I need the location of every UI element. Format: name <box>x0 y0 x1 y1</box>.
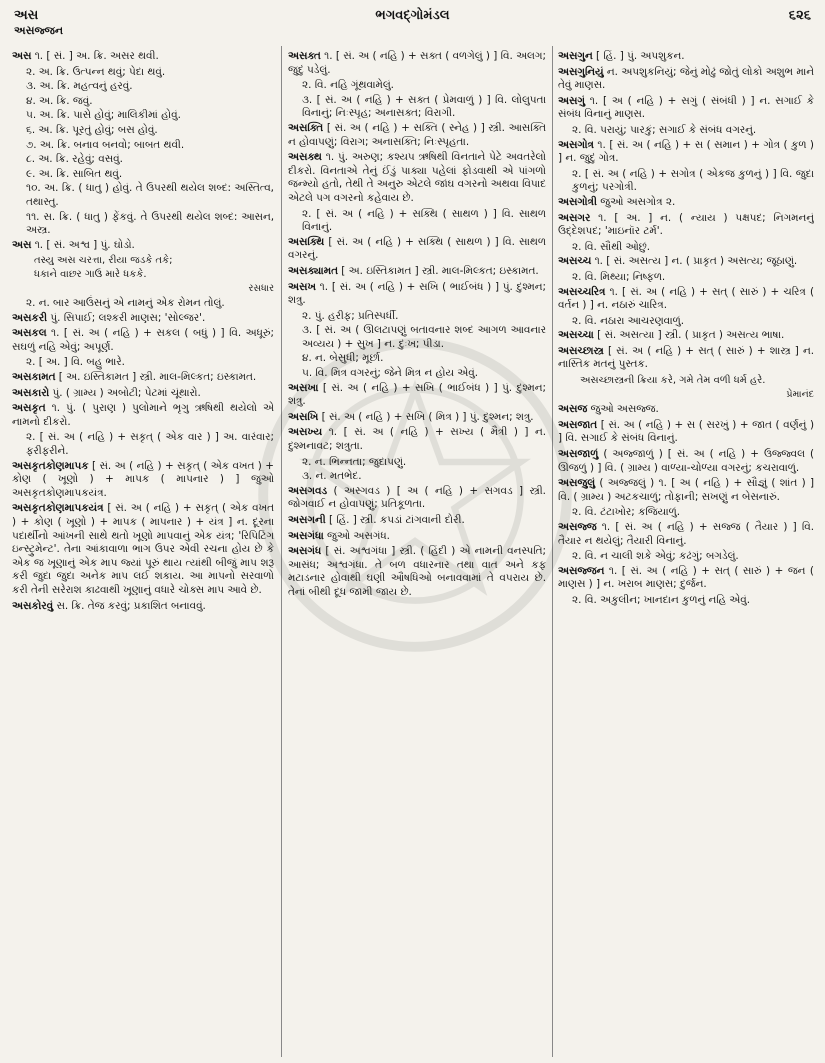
dictionary-entry <box>558 286 814 313</box>
dictionary-entry <box>558 255 814 269</box>
entry-headword: અસક્ત <box>288 50 321 62</box>
page-header <box>0 0 825 36</box>
entry-headword: અસગની <box>288 514 326 526</box>
entry-definition: ૧. [ સં. અ ( નહિ ) + સક્ત ( વળગેલું ) ] વિ. અલગ; જુદું પડેલું. <box>288 50 546 76</box>
entry-headword: અસકોરવું <box>12 599 54 612</box>
entry-sense: ૨. વિ. મિથ્યા; નિષ્ફળ. <box>572 270 666 283</box>
header-book-title: ભગવદ્ગોમંડલ <box>375 8 450 23</box>
entry-definition: ૧. [ સં. અ ( નહિ ) + સજ્જ ( તૈયાર ) ] વિ. તૈયાર ન થયેલું; તૈયારી વિનાનું. <box>558 521 814 547</box>
entry-definition: સ. ક્રિ. તેજ કરવું; પ્રકાશિત બનાવવું. <box>53 599 206 612</box>
quotation-verse: ધકાને વાછર ગાઉ મારે ધકકે. <box>34 268 147 280</box>
entry-definition: જુઓ અસગોત્ર ૨. <box>596 195 676 208</box>
entry-sense: ૨. વિ. અકુલીન; ખાનદાન કુળનું નહિ એવું. <box>572 593 751 606</box>
entry-headword: અસગોત્ર <box>558 138 594 151</box>
dictionary-entry <box>12 50 274 64</box>
entry-sense: ૨. અ. ક્રિ. ઉત્પન્ન થવું; પેદા થવું. <box>26 65 166 78</box>
dictionary-entry <box>288 411 546 425</box>
entry-headword: અસજાળું <box>558 448 599 461</box>
entry-sense: ૨. [ સં. અ ( નહિ ) + સકૃત્ ( એક વાર ) ] અ. વારંવાર; ફરીફરીને. <box>26 431 274 458</box>
entry-headword: અસગુનિયું <box>558 65 604 78</box>
entry-headword: અસગવડ <box>288 484 328 497</box>
dictionary-entry <box>558 139 814 166</box>
dictionary-entry <box>12 402 274 429</box>
dictionary-entry <box>558 448 814 475</box>
dictionary-entry <box>12 312 274 326</box>
quotation-verse: અસચ્છાસ્ત્રની ક્રિયા કરે, ગમે તેમ વળી ધર્મ હરે. <box>580 375 766 387</box>
entry-sense: ૨. વિ. નહિ ગૂંથવામેલું. <box>302 79 394 92</box>
dictionary-entry <box>12 371 274 385</box>
header-sub-guide-word: અસજ્જન <box>14 24 64 37</box>
entry-sense: ૮. અ. ક્રિ. રહેવું; વસવું. <box>26 153 123 166</box>
header-left-guide-word: અસ <box>14 8 39 23</box>
entry-sense: ૨. વિ. સૌથી ઓછું. <box>572 240 651 253</box>
entry-headword: અસ <box>12 50 32 62</box>
entry-definition: [ સં. અ ( નહિ ) + સકૃત્ ( એક વખત ) + કોણ ( ખૂણો ) + માપક ( માપનાર ) + યંત્ર ] ન. દૂરના પદાર્થીનો આંખની સાથે થતો ખૂણો માપવાનું એક યંત્ર; 'રિપિટિંગ ઇન્સ્ટ્રુમેન્ટ'. તેના આંકાવાળા ભાગ ઉપર એવી રચના હોય છે કે એક જ ખૂણાનું એક માપ જ્યાં પૂરું થાય ત્યાંથી બીજું માપ શરૂ કરી જુદા જુદા અનેક માપ લઈ શકાય. આ માપનો સરવાળો કરી તેની સરેરાશ કાઢવાથી ખૂણાનું વધારે ચોક્સ માપ આવે છે. <box>12 502 274 596</box>
entry-definition: ૧. [ સં. અ ( નહિ ) + સખ્ય ( મૈત્રી ) ] ન. દુશ્મનાવટ; શત્રુતા. <box>288 426 546 453</box>
dictionary-entry <box>288 545 546 599</box>
entry-definition: [ સં. અ ( નહિ ) + સ ( સરખું ) + જાત ( વર્ણનું ) ] વિ. સગાઈ કે સંબંધ વિનાનું. <box>558 418 814 445</box>
entry-headword: અસગુન <box>558 50 593 62</box>
header-page-number: ૬૨૬ <box>788 8 811 23</box>
entry-headword: અસચ્ચા <box>558 329 594 342</box>
dictionary-entry <box>558 50 814 64</box>
entry-headword: અસકૃતકોણમાપક <box>12 459 89 472</box>
dictionary-entry <box>288 426 546 453</box>
entry-headword: અસકામત <box>12 371 56 384</box>
dictionary-entry <box>558 477 814 504</box>
entry-definition: જુઓ અસગંધ. <box>323 529 390 542</box>
entry-definition: [ સં. અસત્યા ] સ્ત્રી. ( પ્રાકૃત ) અસત્ય ભાષા. <box>593 329 785 342</box>
entry-sense: ૨. [ સં. અ ( નહિ ) + સગોત્ર ( એકજ કુળનું ) ] વિ. જુદા કુળનું; પરગોત્રી. <box>572 167 814 194</box>
entry-headword: અસકરી <box>12 311 48 324</box>
entry-headword: અસકૃત <box>12 402 46 415</box>
column-divider <box>552 46 553 1057</box>
dictionary-entry <box>288 281 546 308</box>
entry-headword: અસગંધ <box>288 545 322 558</box>
entry-sense: ૨. વિ. નઠારા આચરણવાળું. <box>572 314 685 327</box>
entry-headword: અસકલ <box>12 327 47 340</box>
entry-headword: અસગોત્રી <box>558 195 597 208</box>
entry-sense: ૨. પું. હરીફ; પ્રતિસ્પર્ધી. <box>302 309 399 322</box>
entry-definition: ૧. પું. અરુણ; કશ્યપ ઋષિથી વિનતાને પેટે અવતરેલો દીકરો. વિનતાએ તેનું ઈંડું પાક્યા પહેલાં ફોડવાથી એ પાંગળો જન્મ્યો હતો, તેથી તે અનુરુ એટલે જાંઘ વગરનો અથવા વિપાદ એટલે પગ વગરનો કહેવાય છે. <box>288 151 546 204</box>
dictionary-entry <box>12 327 274 354</box>
entry-headword: અસજાત <box>558 418 598 431</box>
dictionary-entry <box>558 521 814 548</box>
entry-definition: [ અ. ઇસ્તિકામત ] સ્ત્રી. માલ-મિલ્કત; ઇસ્કામત. <box>337 264 539 277</box>
column-3 <box>558 50 814 1059</box>
entry-definition: ૧. [ સં. અ ( નહિ ) + સત્ ( સારું ) + ચરિત્ર ( વર્તન ) ] ન. નઠારું ચારિત્ર. <box>558 285 814 312</box>
entry-definition: ૧. [ અ ( નહિ ) + સગું ( સંબંધી ) ] ન. સગાઈ કે સંબંધ વિનાનું માણસ. <box>558 94 814 121</box>
entry-definition: [ સં. અ ( નહિ ) + સત્ ( સારું ) + શાસ્ત્ર ] ન. નાસ્તિક મતનું પુસ્તક. <box>558 344 814 371</box>
entry-headword: અસજુલું <box>558 477 596 490</box>
dictionary-entry <box>558 345 814 372</box>
entry-sense: ૨. વિ. પરાયું; પારકું; સગાઈ કે સંબંધ વગરનું. <box>572 123 757 136</box>
entry-sense: ૩. ન. મતભેદ. <box>302 470 362 483</box>
entry-definition: ૧. [ સં. અ ( નહિ ) + સ ( સમાન ) + ગોત્ર ( કુળ ) ] ન. જુદું ગોત્ર. <box>558 138 814 165</box>
entry-sense: ૨. ન. બાર આઉંસનું એ નામનું એક રોમન તોલું. <box>26 297 225 310</box>
dictionary-entry <box>288 122 546 149</box>
entry-headword: અસખા <box>288 381 319 394</box>
entry-sense: ૧૦. અ. ક્રિ. ( ધાતુ ) હોવું. તે ઉપરથી થયેલ શબ્દ: અસ્તિત્વ, તથાસ્તુ. <box>26 182 274 208</box>
entry-headword: અસક્તિ <box>288 121 324 134</box>
dictionary-entry <box>12 600 274 614</box>
dictionary-entry <box>288 382 546 409</box>
entry-headword: અસ <box>12 238 32 251</box>
entry-definition: ૧. [ સં. અ ( નહિ ) + સકલ ( બધું ) ] વિ. અધૂરું; સઘળું નહિ એવું; અપૂર્ણ. <box>12 327 274 353</box>
entry-definition: ૧. [ સં. ] અ. ક્રિ. અસર થવી. <box>31 50 159 62</box>
entry-definition: ૧. [ સં. અશ્વ ] પું. ઘોડો. <box>31 238 135 251</box>
dictionary-entry <box>558 196 814 210</box>
entry-headword: અસજ્જ <box>558 521 597 533</box>
entry-headword: અસક્થ <box>288 151 322 164</box>
entry-sense: ૨. [ સં. અ ( નહિ ) + સક્થિ ( સાથળ ) ] વિ. સાથળ વિનાનું. <box>302 207 546 234</box>
dictionary-entry <box>558 95 814 122</box>
column-1 <box>12 50 274 1059</box>
dictionary-entry <box>558 329 814 343</box>
entry-definition: [ સં. અ ( નહિ ) + સખિ ( મિત્ર ) ] પું. દુશ્મન; શત્રુ. <box>318 410 534 423</box>
entry-headword: અસગર <box>558 211 591 224</box>
entry-headword: અસગંધા <box>288 529 324 542</box>
entry-headword: અસચ્ચરિત્ર <box>558 285 606 298</box>
dictionary-entry <box>288 530 546 544</box>
entry-sense: ૫. વિ. મિત્ર વગરનું; જેને મિત્ર ન હોય એવું. <box>302 367 479 380</box>
entry-sense: ૩. [ સં. અ ( નહિ ) + સક્ત ( પ્રેમવાળું ) ] વિ. લોલુપતા વિનાનું; નિઃસ્પૃહ; અનાસક્ત; વિરાગી. <box>302 93 546 120</box>
entry-headword: અસચ્છાસ્ત્ર <box>558 344 604 357</box>
entry-definition: પું. સિપાઈ; લશ્કરી માણસ; 'સોલ્જર'. <box>47 311 206 324</box>
entry-definition: ૧. [ અ. ] ન. ( ન્યાય ) પક્ષપદ; નિગમનનું ઉદ્દેશપદ; 'માઇનૉર ટર્મ'. <box>558 211 814 238</box>
dictionary-entry <box>558 419 814 446</box>
entry-definition: [ સં. અ ( નહિ ) + સક્થિ ( સાથળ ) ] વિ. સાથળ વગરનું. <box>288 235 546 262</box>
quotation-source: પ્રેમાનંદ <box>786 388 814 400</box>
quotation-source: રસધાર <box>248 282 274 294</box>
entry-sense: ૩. [ સં. અ ( ઊલટાપણું બતાવનાર શબ્દ આગળ આવનાર અવ્યય ) + સુખ ] ન. દુઃખ; પીડા. <box>302 324 546 350</box>
entry-headword: અસકૃતકોણમાપકયંત્ર <box>12 502 104 515</box>
dictionary-entry <box>558 403 814 417</box>
entry-headword: અસખ્ય <box>288 426 323 439</box>
dictionary-entry <box>12 502 274 597</box>
entry-definition: [ સં. અ ( નહિ ) + સક્તિ ( સ્નેહ ) ] સ્ત્રી. આસક્તિ ન હોવાપણું; વિરાગ; અનાસક્તિ; નિઃસ્પૃહતા. <box>288 121 546 148</box>
entry-headword: અસગું <box>558 94 585 107</box>
entry-sense: ૨. વિ. ન ચાલી શકે એવું; કઢંગું; બગડેલું. <box>572 550 739 563</box>
entry-headword: અસકારો <box>12 386 50 399</box>
entry-headword: અસક્થિ <box>288 235 325 248</box>
entry-headword: અસચ્ચ <box>558 255 592 268</box>
entry-definition: ૧. પું. ( પુરાણ ) પુલોમાને ભૃગુ ઋષિથી થયેલો એ નામનો દીકરો. <box>12 402 274 428</box>
entry-sense: ૫. અ. ક્રિ. પાસે હોવું; માલિકીમાં હોવું. <box>26 109 181 122</box>
entry-definition: ૧. [ સં. અ ( નહિ ) + સત્ ( સારું ) + જન ( માણસ ) ] ન. ખરાબ માણસ; દુર્જન. <box>558 564 814 591</box>
dictionary-entry <box>12 239 274 253</box>
entry-sense: ૪. અ. ક્રિ. જવું. <box>26 94 93 107</box>
entry-sense: ૭. અ. ક્રિ. બનાવ બનવો; બાબત થવી. <box>26 138 185 151</box>
entry-definition: [ સં. અ ( નહિ ) + સખિ ( ભાઈબંધ ) ] પું. દુશ્મન; શત્રુ. <box>288 381 546 408</box>
entry-definition: ( અસ્ગવડ ) [ અ ( નહિ ) + સગવડ ] સ્ત્રી. જોગવાઈ ન હોવાપણું; પ્રતિકૂળતા. <box>288 484 546 511</box>
entry-sense: ૪. ન. બેસુધી; મૂર્છા. <box>302 352 384 365</box>
entry-headword: અસજ <box>558 403 588 416</box>
entry-headword: અસજ્જન <box>558 564 605 577</box>
entry-definition: [ અ. ઇસ્તિકામત ] સ્ત્રી. માલ-મિલ્કત; ઇસ્કામત. <box>55 371 257 384</box>
dictionary-entry <box>288 265 546 279</box>
column-divider <box>281 46 282 1057</box>
dictionary-entry <box>558 565 814 592</box>
entry-definition: [ હિં. ] સ્ત્રી. કપડાં ટાંગવાની દોરી. <box>325 514 465 526</box>
entry-headword: અસખિ <box>288 410 319 423</box>
entry-definition: ( અજ્જાળું ) [ સં. અ ( નહિ ) + ઉજ્જ્વલ ( ઊજળું ) ] વિ. ( ગ્રામ્ય ) વાળ્યા-ચોળ્યા વગરનું; કચરાવાળું. <box>558 448 814 474</box>
entry-headword: અસક્યામત <box>288 264 338 277</box>
dictionary-entry <box>558 212 814 239</box>
entry-definition: [ સં. અશ્વગંધા ] સ્ત્રી. ( હિંદી ) એ નામની વનસ્પતિ; આસંધ; અશ્વગંધા. તે બળ વધારનાર તથા વાત અને કફ મટાડનાર હોવાથી ઘણી ઔષધિઓ બનાવવામાં તે વપરાય છે. તેનાં બીથી દૂધ જામી જાય છે. <box>288 545 546 598</box>
entry-definition: ૧. [ સં. અસત્ય ] ન. ( પ્રાકૃત ) અસત્ય; જૂઠાણું. <box>591 255 798 268</box>
entry-sense: ૬. અ. ક્રિ. પૂરતું હોવું; બસ હોવું. <box>26 123 158 136</box>
entry-definition: [ સં. અ ( નહિ ) + સકૃત્ ( એક વખત ) + કોણ ( ખૂણો ) + માપક ( માપનાર ) ] જુઓ અસકૃતકોણમાપકયંત્ર. <box>12 459 274 499</box>
entry-definition: ન. અપશુકનિયું; જેનું મોઢું જોતું લોકો અશુભ માને તેવું માણસ. <box>558 65 814 92</box>
entry-sense: ૩. અ. ક્રિ. મહત્વનું હરવું. <box>26 80 133 93</box>
entry-definition: જુઓ અસજ્જ. <box>587 403 659 416</box>
dictionary-entry <box>288 151 546 205</box>
entry-sense: ૧૧. સ. ક્રિ. ( ધાતુ ) ફેંકવું. તે ઉપરથી થયેલ શબ્દ: આસન, અસ્ત્ર. <box>26 210 274 237</box>
entry-sense: ૨. ન. ભિન્નતા; જુદાપણું. <box>302 455 407 468</box>
entry-headword: અસખ <box>288 280 316 293</box>
dictionary-entry <box>288 514 546 528</box>
entry-definition: ૧. [ સં. અ ( નહિ ) + સખિ ( ભાઈબંધ ) ] પું. દુશ્મન; શત્રુ. <box>288 280 546 307</box>
entry-sense: ૯. અ. ક્રિ. સાબિત થવું. <box>26 167 123 180</box>
dictionary-entry <box>558 66 814 93</box>
entry-definition: [ હિં. ] પું. અપશુકન. <box>592 50 685 62</box>
entry-sense: ૨. વિ. ટંટાખોર; કજિયાળું. <box>572 506 681 519</box>
dictionary-entry <box>288 50 546 77</box>
column-2 <box>288 50 546 1059</box>
dictionary-entry <box>288 236 546 263</box>
entry-definition: ( અજ્જલું ) ૧. [ અ ( નહિ ) + સૌજ્ઞું ( શાંત ) ] વિ. ( ગ્રામ્ય ) અટકચાળું; તોફાની; સખણું ન બેસનારું. <box>558 477 814 503</box>
entry-definition: પું. ( ગ્રામ્ય ) અબોટી; પેટમાં ચૂંથારો. <box>49 386 201 399</box>
dictionary-entry <box>12 387 274 401</box>
entry-sense: ૨. [ અ. ] વિ. બહુ ભારે. <box>26 356 125 369</box>
quotation-verse: તસ્યુ અસ ચરત્તા, રીયા જડકે તકે; <box>34 255 173 267</box>
dictionary-entry <box>12 460 274 501</box>
dictionary-entry <box>288 485 546 512</box>
